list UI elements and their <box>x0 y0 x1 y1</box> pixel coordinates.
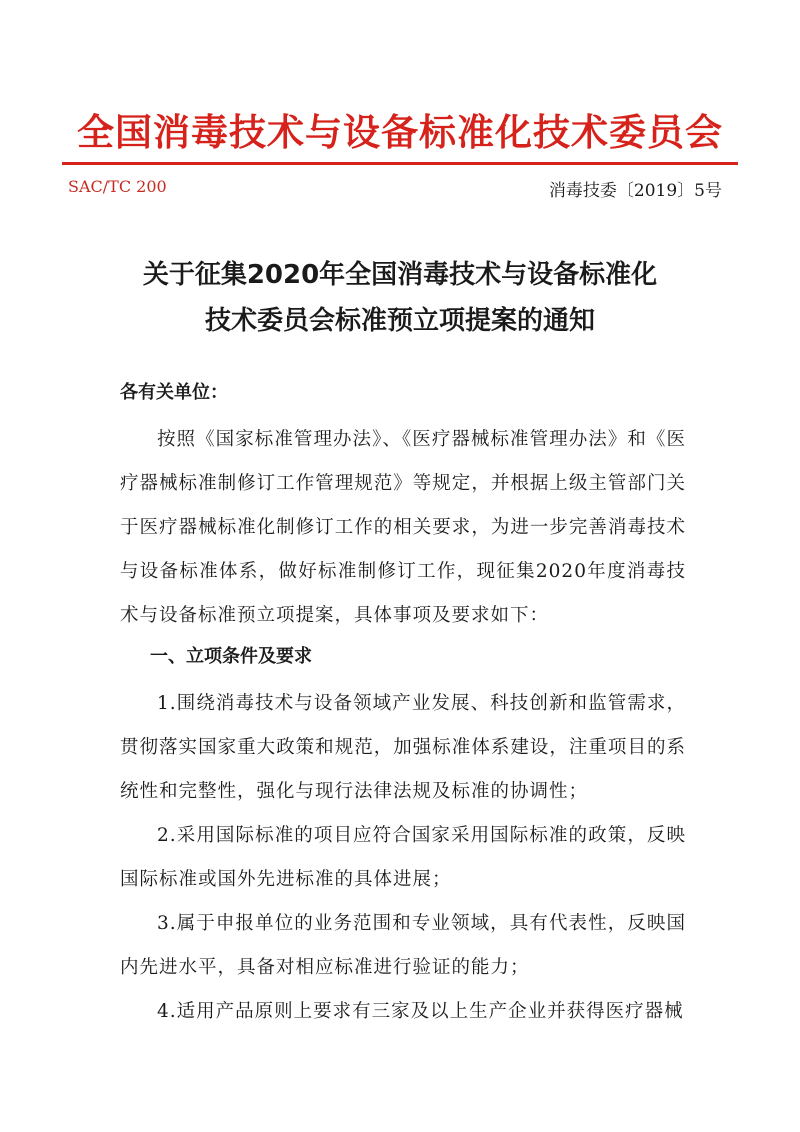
letterhead-red-rule <box>62 162 738 165</box>
intro-paragraph: 按照《国家标准管理办法》、《医疗器械标准管理办法》和《医疗器械标准制修订工作管理规范》等规定，并根据上级主管部门关于医疗器械标准化制修订工作的相关要求，为进一步完善消毒技术与设备标准体系，做好标准制修订工作，现征集2020年度消毒技术与设备标准预立项提案，具体事项及要求如下： <box>120 429 686 626</box>
list-item: 1.围绕消毒技术与设备领域产业发展、科技创新和监管需求，贯彻落实国家重大政策和规范，加强标准体系建设，注重项目的系统性和完整性，强化与现行法律法规及标准的协调性； <box>120 693 686 802</box>
title-line-1: 关于征集2020年全国消毒技术与设备标准化 <box>142 260 658 290</box>
requirements-list <box>120 682 686 1034</box>
committee-code: SAC/TC 200 <box>68 177 167 196</box>
intro-block <box>120 418 686 638</box>
list-item: 3.属于申报单位的业务范围和专业领域，具有代表性，反映国内先进水平，具备对相应标准进行验证的能力； <box>120 913 686 978</box>
section-heading: 一、立项条件及要求 <box>150 646 312 667</box>
document-title <box>80 252 720 344</box>
title-line-2: 技术委员会标准预立项提案的通知 <box>204 306 595 336</box>
letterhead-org-name: 全国消毒技术与设备标准化技术委员会 <box>77 111 723 154</box>
list-item: 2.采用国际标准的项目应符合国家采用国际标准的政策，反映国际标准或国外先进标准的具体进展； <box>120 825 686 890</box>
salutation: 各有关单位： <box>120 382 228 403</box>
document-number: 消毒技委〔2019〕5号 <box>548 181 722 201</box>
list-item: 4.适用产品原则上要求有三家及以上生产企业并获得医疗器械 <box>157 1001 684 1022</box>
